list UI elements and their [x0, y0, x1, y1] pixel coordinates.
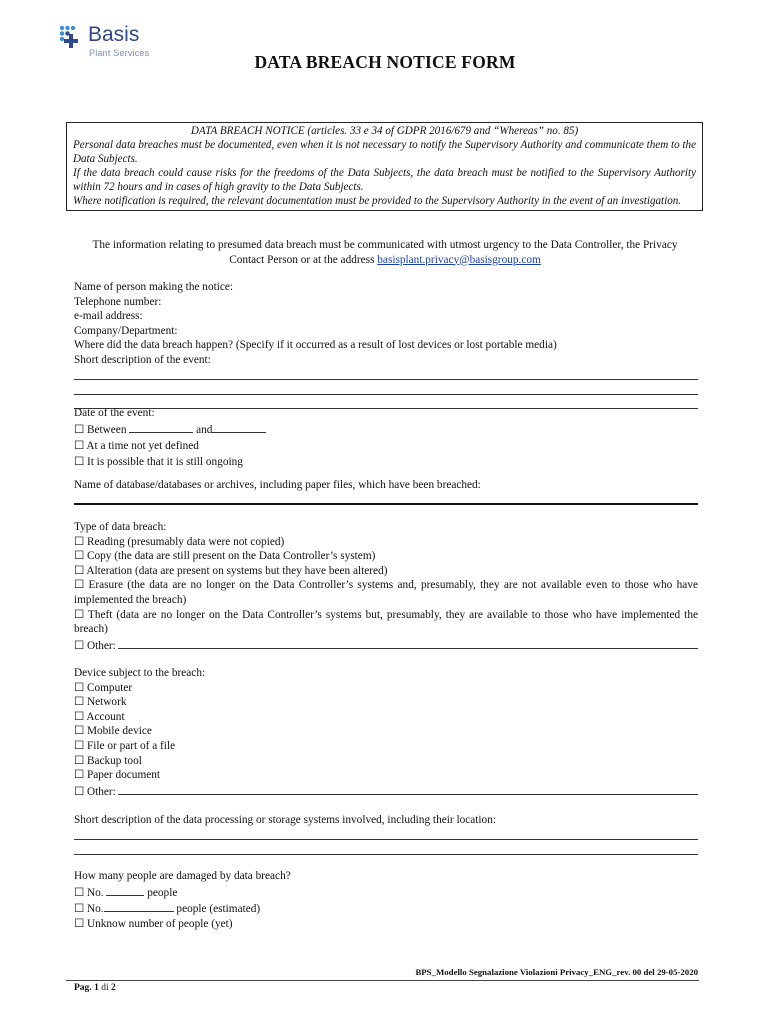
date-between-option[interactable]	[74, 421, 698, 438]
answer-line[interactable]	[74, 842, 698, 857]
breach-type-section	[74, 520, 698, 653]
field-where-label: Where did the data breach happen? (Specify if it occurred as a result of lost devices or lost portable media)	[74, 339, 557, 352]
device-other[interactable]	[74, 783, 698, 800]
date-between-label: ☐ Between	[74, 423, 127, 436]
answer-line[interactable]	[74, 828, 698, 843]
people-count-option[interactable]	[74, 884, 698, 901]
date-not-defined-option[interactable]: ☐ At a time not yet defined	[74, 439, 199, 452]
page-prefix: Pag.	[74, 983, 92, 993]
database-answer-line[interactable]	[74, 493, 698, 508]
device-option[interactable]: ☐ Backup tool	[74, 754, 142, 767]
device-other-blank[interactable]	[118, 783, 698, 795]
field-short-desc-label: Short description of the event:	[74, 353, 211, 366]
people-estimated-option[interactable]	[74, 900, 698, 917]
systems-section	[74, 813, 698, 857]
people-section	[74, 869, 698, 931]
device-section	[74, 666, 698, 799]
breach-type-label: Type of data breach:	[74, 521, 167, 533]
breach-type-option[interactable]: ☐ Theft (data are no longer on the Data Controller’s systems but, presumably, they are available to those who have implemented the breach)	[74, 608, 698, 636]
people-label: How many people are damaged by data breach?	[74, 870, 291, 882]
people-estimated-blank[interactable]	[104, 900, 174, 912]
footer-divider	[66, 980, 699, 981]
people-count-blank[interactable]	[106, 884, 144, 896]
systems-label: Short description of the data processing or storage systems involved, including their location:	[74, 814, 496, 826]
page-title: DATA BREACH NOTICE FORM	[254, 52, 516, 72]
notice-paragraph: Where notification is required, the relevant documentation must be provided to the Supervisory Authority in the event of an investigation.	[73, 194, 682, 207]
total-pages: 2	[110, 983, 116, 993]
device-other-label: ☐ Other:	[74, 785, 116, 798]
device-option[interactable]: ☐ File or part of a file	[74, 739, 176, 752]
notice-header: DATA BREACH NOTICE (articles. 33 e 34 of GDPR 2016/679 and “Whereas” no. 85)	[190, 125, 579, 137]
breach-type-option[interactable]: ☐ Erasure (the data are no longer on the Data Controller’s systems and, presumably, they are not available even to those who have implemented the breach)	[74, 579, 698, 606]
people-unit-label: people	[147, 886, 178, 899]
privacy-email-link[interactable]: basisplant.privacy@basisgroup.com	[377, 253, 541, 266]
device-option[interactable]: ☐ Computer	[74, 681, 133, 694]
page-of: di	[101, 983, 109, 993]
answer-line[interactable]	[74, 382, 698, 397]
breach-type-option[interactable]: ☐ Reading (presumably data were not copied)	[74, 535, 285, 548]
field-phone-label: Telephone number:	[74, 295, 162, 308]
field-name-label: Name of person making the notice:	[74, 281, 234, 293]
logo-subtitle: Plant Services	[89, 48, 150, 58]
breach-type-option[interactable]: ☐ Alteration (data are present on systems but they have been altered)	[74, 564, 388, 577]
date-ongoing-option[interactable]: ☐ It is possible that it is still ongoing	[74, 455, 243, 468]
breach-type-other[interactable]	[74, 637, 698, 654]
people-unknown-option[interactable]: ☐ Unknow number of people (yet)	[74, 917, 233, 930]
people-no-label: ☐ No.	[74, 886, 104, 899]
date-from-blank[interactable]	[129, 421, 193, 433]
breach-type-option[interactable]: ☐ Copy (the data are still present on the Data Controller’s system)	[74, 550, 376, 563]
people-estimated-label: people (estimated)	[176, 903, 261, 916]
current-page: 1	[94, 983, 99, 993]
database-label: Name of database/databases or archives, including paper files, which have been breached:	[74, 479, 481, 491]
notice-paragraph: Personal data breaches must be documented, even when it is not necessary to notify the Supervisory Authority and communicate them to the Data Subjects.	[73, 138, 696, 165]
intro-text	[74, 238, 696, 267]
breach-type-other-label: ☐ Other:	[74, 639, 116, 652]
document-reference: BPS_Modello Segnalazione Violazioni Privacy_ENG_rev. 00 del 29-05-2020	[415, 967, 698, 977]
notice-box	[66, 122, 703, 211]
date-label: Date of the event:	[74, 407, 155, 419]
device-option[interactable]: ☐ Account	[74, 710, 125, 723]
date-to-blank[interactable]	[212, 421, 266, 433]
date-and-label: and	[196, 423, 213, 436]
page-number	[74, 983, 116, 993]
device-label: Device subject to the breach:	[74, 667, 206, 679]
device-option[interactable]: ☐ Paper document	[74, 769, 161, 782]
logo-name: Basis	[88, 23, 140, 46]
field-company-label: Company/Department:	[74, 324, 178, 337]
answer-line[interactable]	[74, 368, 698, 383]
database-section	[74, 478, 698, 507]
breach-type-other-blank[interactable]	[118, 637, 698, 649]
contact-section	[74, 280, 698, 411]
notice-paragraph: If the data breach could cause risks for the freedoms of the Data Subjects, the data breach must be notified to the Supervisory Authority within 72 hours and in cases of high gravity to the Data Subjects.	[73, 166, 696, 193]
device-option[interactable]: ☐ Mobile device	[74, 725, 152, 738]
date-section	[74, 406, 698, 470]
basis-logo-icon	[58, 24, 84, 50]
device-option[interactable]: ☐ Network	[74, 696, 127, 709]
intro-body: The information relating to presumed data breach must be communicated with utmost urgency to the Data Controller, the Privacy Contact Person or at the address	[92, 239, 678, 266]
people-no-label: ☐ No.	[74, 903, 104, 916]
field-email-label: e-mail address:	[74, 310, 143, 323]
